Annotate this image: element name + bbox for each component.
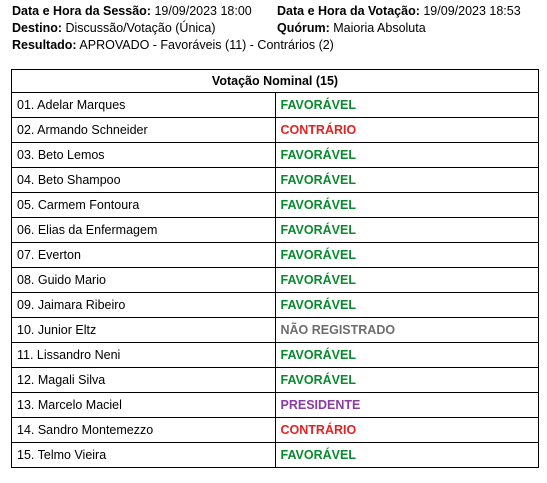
table-row [12,443,539,468]
vereador-name: 08. Guido Mario [12,268,276,293]
votes-table-header-row [12,70,539,93]
vote-datetime-value: 19/09/2023 18:53 [423,4,521,18]
table-row [12,418,539,443]
resultado-label: Resultado: [12,38,77,52]
session-datetime-label: Data e Hora da Sessão: [12,4,151,18]
vote-datetime [277,4,521,19]
table-row [12,318,539,343]
vereador-name: 09. Jaimara Ribeiro [12,293,276,318]
vereador-name: 02. Armando Schneider [12,118,276,143]
vereador-name: 05. Carmem Fontoura [12,193,276,218]
vote-value: FAVORÁVEL [275,268,539,293]
vote-value: CONTRÁRIO [275,418,539,443]
votes-table-body [12,93,539,468]
vereador-name: 04. Beto Shampoo [12,168,276,193]
vereador-name: 12. Magali Silva [12,368,276,393]
destino [12,21,216,36]
table-row [12,368,539,393]
table-row [12,193,539,218]
table-row [12,118,539,143]
vote-value: FAVORÁVEL [275,343,539,368]
vereador-name: 07. Everton [12,243,276,268]
vereador-name: 01. Adelar Marques [12,93,276,118]
vote-value: CONTRÁRIO [275,118,539,143]
vote-value: FAVORÁVEL [275,143,539,168]
resultado [12,38,334,53]
vote-value: FAVORÁVEL [275,93,539,118]
vote-value: FAVORÁVEL [275,293,539,318]
destino-value: Discussão/Votação (Única) [65,21,216,35]
vote-value: NÃO REGISTRADO [275,318,539,343]
vereador-name: 06. Elias da Enfermagem [12,218,276,243]
votes-table-title: Votação Nominal (15) [12,70,539,93]
vote-value: FAVORÁVEL [275,243,539,268]
table-row [12,343,539,368]
vote-value: FAVORÁVEL [275,368,539,393]
vereador-name: 10. Junior Eltz [12,318,276,343]
destino-label: Destino: [12,21,62,35]
resultado-value: APROVADO - Favoráveis (11) - Contrários (2) [79,38,334,52]
vote-value: FAVORÁVEL [275,168,539,193]
table-row [12,268,539,293]
session-datetime-value: 19/09/2023 18:00 [154,4,252,18]
vote-value: FAVORÁVEL [275,218,539,243]
vereador-name: 14. Sandro Montemezzo [12,418,276,443]
vote-value: FAVORÁVEL [275,443,539,468]
table-row [12,93,539,118]
quorum-value: Maioria Absoluta [333,21,426,35]
vote-value: FAVORÁVEL [275,193,539,218]
table-row [12,293,539,318]
table-row [12,143,539,168]
vote-datetime-label: Data e Hora da Votação: [277,4,420,18]
vote-value: PRESIDENTE [275,393,539,418]
table-row [12,243,539,268]
session-datetime [12,4,252,19]
quorum-label: Quórum: [277,21,330,35]
vereador-name: 15. Telmo Vieira [12,443,276,468]
table-row [12,393,539,418]
vereador-name: 11. Lissandro Neni [12,343,276,368]
quorum [277,21,426,36]
table-row [12,168,539,193]
vereador-name: 13. Marcelo Maciel [12,393,276,418]
table-row [12,218,539,243]
votes-table [11,69,539,468]
vereador-name: 03. Beto Lemos [12,143,276,168]
